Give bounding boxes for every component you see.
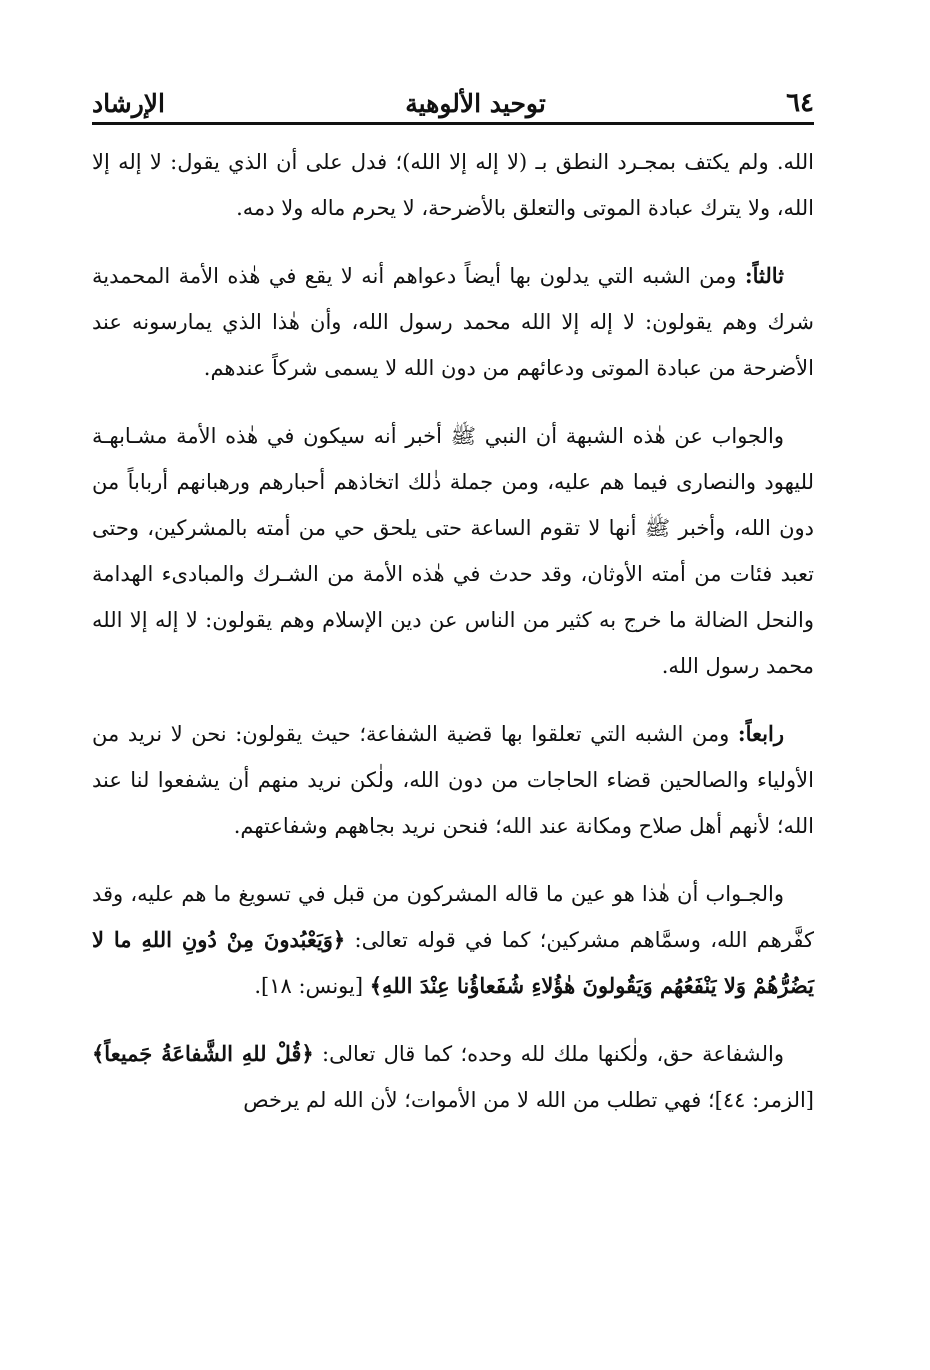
quran-verse: ﴿وَيَعْبُدونَ مِنْ دُونِ اللهِ ما لا يَضُرُّهُمْ وَلا يَنْفَعُهُم وَيَقُولونَ هٰؤُلاءِ شُفَعاؤُنا عِنْدَ اللهِ﴾: [92, 927, 814, 998]
page-header: [92, 72, 814, 125]
paragraph-text: والجـواب أن هٰذا هو عين ما قاله المشركون من قبل في تسويغ ما هم عليه، وقد كفَّرهم الله، وسمَّاهم مشركين؛ كما في قوله تعالى:: [92, 882, 814, 952]
paragraph-5: [92, 871, 814, 1009]
chapter-title: توحيد الألوهية: [405, 89, 546, 118]
paragraph-text: ومن الشبه التي تعلقوا بها قضية الشفاعة؛ حيث يقولون: نحن لا نريد من الأولياء والصالحين قضاء الحاجات من دون الله، ولٰكن نريد منهم أن يشفعوا لنا عند الله؛ لأنهم أهل صلاح ومكانة عند الله؛ فنحن نريد بجاههم وشفاعتهم.: [92, 722, 814, 838]
paragraph-2: [92, 253, 814, 391]
paragraph-lead: رابعاً:: [737, 721, 784, 746]
quran-verse: ﴿قُلْ للهِ الشَّفاعَةُ جَميعاً﴾: [92, 1041, 314, 1066]
verse-citation: [الزمر: ٤٤]؛ فهي تطلب من الله لا من الأموات؛ لأن الله لم يرخص: [243, 1088, 814, 1112]
paragraph-text: والجواب عن هٰذه الشبهة أن النبي ﷺ أخبر أنه سيكون في هٰذه الأمة مشـابهـة لليهود والنصارى فيما هم عليه، ومن جملة ذٰلك اتخاذهم أحبارهم ورهبانهم أرباباً من دون الله، وأخبر ﷺ أنها لا تقوم الساعة حتى يلحق حي من أمته بالمشركين، وحتى تعبد فئات من أمته الأوثان، وقد حدث في هٰذه الأمة من الشـرك والمبادىء الهدامة والنحل الضالة ما خرج به كثير من الناس عن دين الإسلام وهم يقولون: لا إله إلا الله محمد رسول الله.: [92, 424, 814, 678]
paragraph-1: [92, 139, 814, 231]
verse-citation: [يونس: ١٨].: [254, 974, 370, 998]
paragraph-text: والشفاعة حق، ولٰكنها ملك لله وحده؛ كما قال تعالى:: [313, 1042, 784, 1066]
paragraph-4: [92, 711, 814, 849]
paragraph-text: الله. ولم يكتف بمجـرد النطق بـ (لا إله إلا الله)؛ فدل على أن الذي يقول: لا إله إلا الله، ولا يترك عبادة الموتى والتعلق بالأضرحة، لا يحرم ماله ولا دمه.: [92, 150, 814, 220]
paragraph-lead: ثالثاً:: [744, 263, 784, 288]
paragraph-text: ومن الشبه التي يدلون بها أيضاً دعواهم أنه لا يقع في هٰذه الأمة المحمدية شرك وهم يقولون: لا إله إلا الله محمد رسول الله، وأن هٰذا الذي يمارسونه عند الأضرحة من عبادة الموتى ودعائهم من دون الله لا يسمى شركاً عندهم.: [92, 264, 814, 380]
paragraph-6: [92, 1031, 814, 1123]
page-body: [92, 139, 814, 1123]
paragraph-3: [92, 413, 814, 689]
page: [92, 72, 814, 1145]
book-title: الإرشاد: [92, 89, 165, 118]
page-number: ٦٤: [786, 88, 814, 118]
